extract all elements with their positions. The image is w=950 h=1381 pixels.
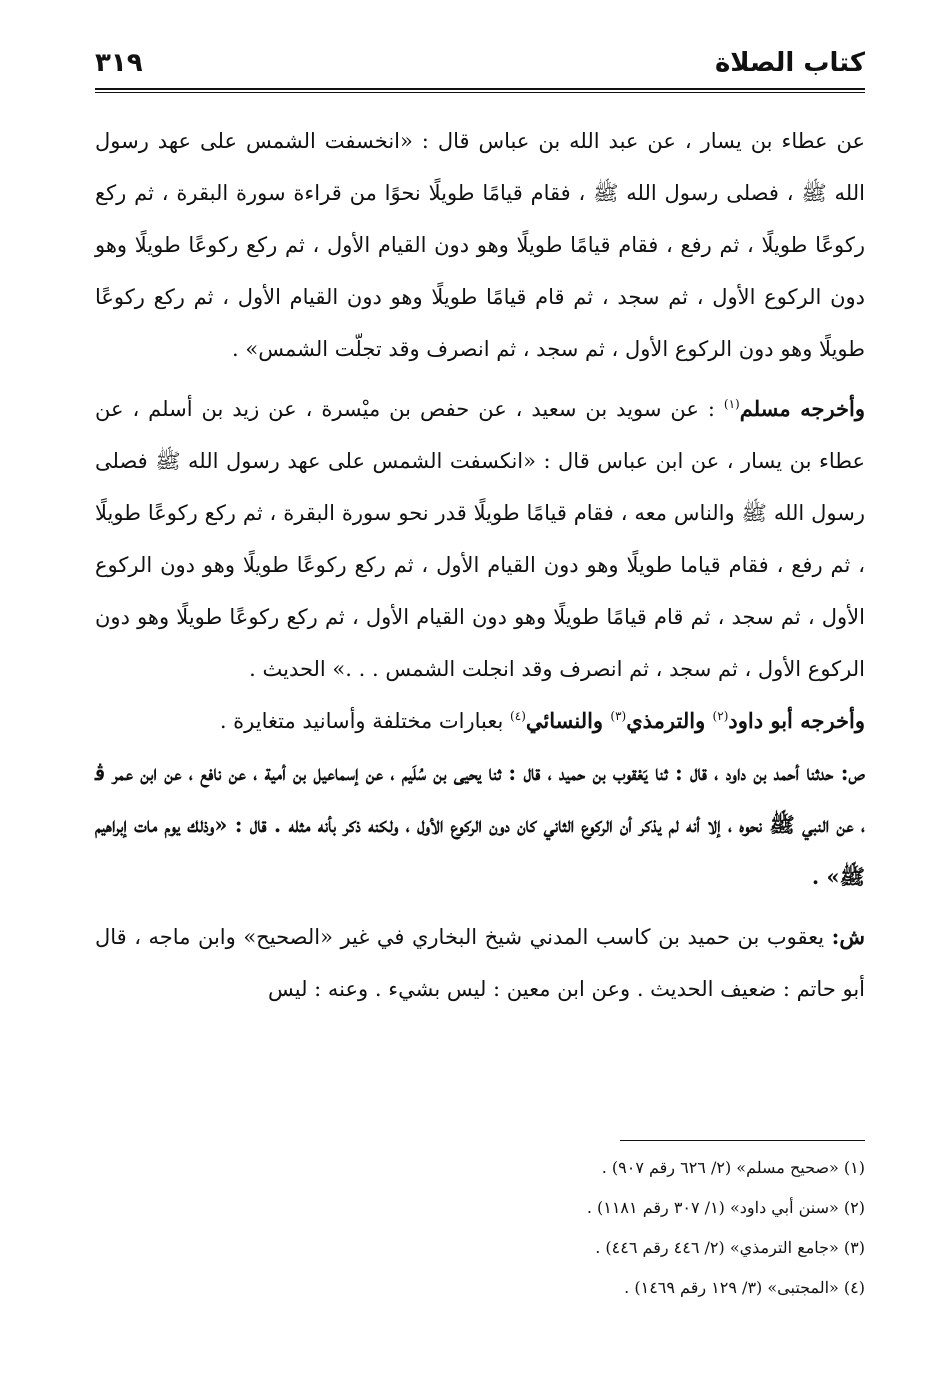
footnote-ref-3: (٣) [610, 709, 627, 723]
paragraph-1: عن عطاء بن يسار ، عن عبد الله بن عباس قال : «انخسفت الشمس على عهد رسول الله ﷺ ، فصلى رسول الله ﷺ ، فقام قيامًا طويلًا نحوًا من قراءة سورة البقرة ، ثم ركع ركوعًا طويلًا ، ثم رفع ، فقام قيامًا طويلًا وهو دون القيام الأول ، ثم ركع ركوعًا طويلًا وهو دون الركوع الأول ، ثم سجد ، ثم قام قيامًا طويلًا وهو دون القيام الأول ، ثم ركع ركوعًا طويلًا وهو دون الركوع الأول ، ثم سجد ، ثم انصرف وقد تجلّت الشمس» . [95, 129, 865, 361]
paragraph-2-text: : عن سويد بن سعيد ، عن حفص بن ميْسرة ، عن زيد بن أسلم ، عن عطاء بن يسار ، عن ابن عباس قال : «انكسفت الشمس على عهد رسول الله ﷺ فصلى رسول الله ﷺ والناس معه ، فقام قيامًا طويلًا قدر نحو سورة البقرة ، ثم ركع ركوعًا طويلًا ، ثم رفع ، فقام قياما طويلًا وهو دون القيام الأول ، ثم ركع ركوعًا طويلًا وهو دون الركوع الأول ، ثم سجد ، ثم قام قيامًا طويلًا وهو دون القيام الأول ، ثم ركع ركوعًا طويلًا وهو دون الركوع الأول ، ثم سجد ، ثم انصرف وقد انجلت الشمس . . .» الحديث . [95, 397, 865, 681]
footnotes [95, 1148, 865, 1308]
footnote-3: (٣) «جامع الترمذي» (٢/ ٤٤٦ رقم ٤٤٦) . [595, 1238, 865, 1257]
page-header [95, 40, 865, 88]
footnote-separator [620, 1140, 865, 1141]
paragraph-2 [95, 383, 865, 695]
book-page [95, 40, 865, 1360]
paragraph-3-lead-3: والنسائي [525, 708, 611, 733]
footnote-1: (١) «صحيح مسلم» (٢/ ٦٢٦ رقم ٩٠٧) . [601, 1158, 865, 1177]
paragraph-3 [95, 695, 865, 747]
page-number: ٣١٩ [95, 48, 143, 78]
paragraph-3-lead-1: وأخرجه أبو داود [728, 708, 865, 733]
paragraph-5 [95, 911, 865, 1015]
footnote-ref-2: (٢) [712, 709, 729, 723]
paragraph-4-hadith: ص: حدثنا أحمد بن داود ، قال : ثنا يَعْقوب بن حميد ، قال : ثنا يحيى بن سُلَيم ، عن إسماعيل بن أمية ، عن نافع ، عن ابن عمر ﭬ ، عن النبي ﷺ نحوه ، إلا أنه لم يذكر أن الركوع الثاني كان دون الركوع الأول ، ولكنه ذكر بأنه مثله . قال : «وذلك يوم مات إبراهيم ﷺ» . [95, 760, 865, 889]
page-body [95, 115, 865, 1015]
footnote-4: (٤) «المجتبى» (٣/ ١٢٩ رقم ١٤٦٩) . [624, 1278, 865, 1297]
chapter-title: كتاب الصلاة [714, 48, 865, 78]
header-rule [95, 88, 865, 93]
footnote-2: (٢) «سنن أبي داود» (١/ ٣٠٧ رقم ١١٨١) . [586, 1198, 865, 1217]
footnote-ref-4: (٤) [510, 709, 526, 723]
paragraph-3-text: بعبارات مختلفة وأسانيد متغايرة . [219, 709, 511, 733]
paragraph-2-lead: وأخرجه مسلم [739, 396, 866, 421]
footnote-ref-1: (١) [723, 397, 740, 411]
paragraph-5-lead: ش: [831, 924, 865, 949]
paragraph-5-text: يعقوب بن حميد بن كاسب المدني شيخ البخاري في غير «الصحيح» وابن ماجه ، قال أبو حاتم : ضعيف الحديث . وعن ابن معين : ليس بشيء . وعنه : ليس [95, 925, 865, 1001]
paragraph-3-lead-2: والترمذي [626, 708, 713, 733]
